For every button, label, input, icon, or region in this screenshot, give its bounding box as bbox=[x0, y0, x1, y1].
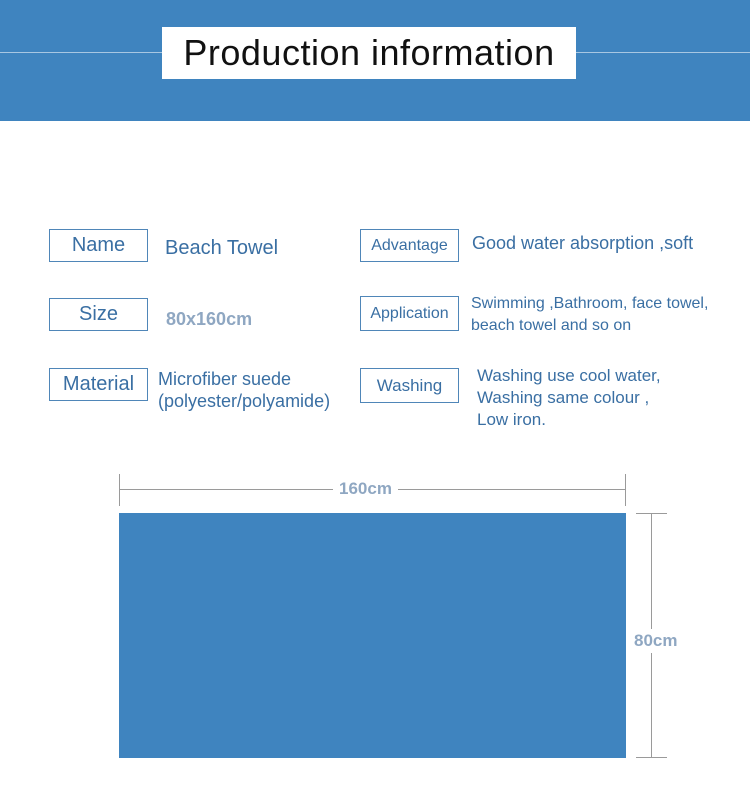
washing-value bbox=[477, 365, 661, 431]
washing-label: Washing bbox=[360, 368, 459, 403]
washing-value-line1: Washing use cool water, bbox=[477, 366, 661, 385]
banner-line-left bbox=[0, 52, 162, 53]
size-label: Size bbox=[49, 298, 148, 331]
material-label: Material bbox=[49, 368, 148, 401]
name-value: Beach Towel bbox=[165, 237, 279, 259]
advantage-value: Good water absorption ,soft bbox=[472, 233, 694, 253]
material-value bbox=[158, 368, 330, 412]
page-title: Production information bbox=[162, 27, 576, 79]
width-tick-right bbox=[625, 474, 626, 506]
material-value-line1: Microfiber suede bbox=[158, 369, 292, 389]
banner-line-right bbox=[576, 52, 750, 53]
towel-rectangle bbox=[119, 513, 626, 758]
height-label: 80cm bbox=[630, 629, 681, 653]
application-value-line2: beach towel and so on bbox=[471, 317, 632, 334]
application-value bbox=[471, 293, 708, 337]
width-label: 160cm bbox=[333, 479, 398, 499]
advantage-label: Advantage bbox=[360, 229, 459, 262]
application-label: Application bbox=[360, 296, 459, 331]
washing-value-line2: Washing same colour , bbox=[477, 388, 650, 407]
header-banner bbox=[0, 0, 750, 121]
width-tick-left bbox=[119, 474, 120, 506]
size-value: 80x160cm bbox=[166, 309, 253, 329]
washing-value-line3: Low iron. bbox=[477, 410, 546, 429]
name-label: Name bbox=[49, 229, 148, 262]
height-tick-top bbox=[636, 513, 667, 514]
material-value-line2: (polyester/polyamide) bbox=[158, 391, 331, 411]
application-value-line1: Swimming ,Bathroom, face towel, bbox=[471, 295, 709, 312]
height-tick-bottom bbox=[636, 757, 667, 758]
